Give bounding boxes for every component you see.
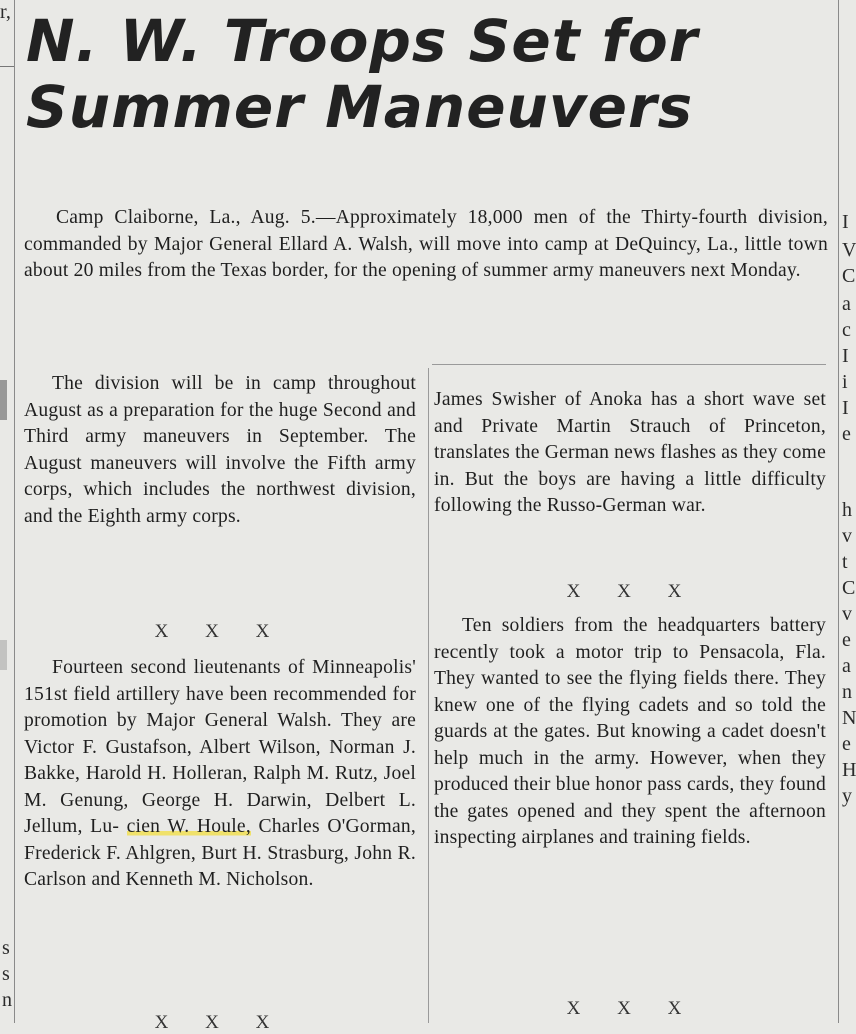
margin-fragment-right: e	[842, 733, 851, 755]
margin-fragment-right: v	[842, 603, 852, 625]
left-paragraph-2	[24, 655, 416, 894]
column-rule-right	[838, 0, 839, 1023]
lead-paragraph: Camp Claiborne, La., Aug. 5.—Approximately 18,000 men of the Thirty-fourth division, commanded by Major General Ellard A. Walsh, will move into camp at DeQuincy, La., little town about 20 miles from the Texas border, for the opening of summer army maneuvers next Monday.	[24, 207, 828, 281]
margin-fragment-right: y	[842, 785, 852, 807]
column-rule-top-right	[432, 364, 826, 365]
margin-fragment-right: a	[842, 655, 851, 677]
right-paragraph-1: James Swisher of Anoka has a short wave set and Private Martin Strauch of Princeton, translates the German news flashes as they come in. But the boys are having a little difficulty following the Russo-German war.	[434, 389, 826, 516]
margin-fragment-right: h	[842, 499, 852, 521]
column-rule-middle	[428, 368, 429, 1023]
section-separator: X X X	[154, 1012, 286, 1033]
margin-fragment-right: C	[842, 577, 856, 599]
section-separator: X X X	[566, 581, 698, 602]
headline	[26, 8, 826, 140]
margin-fragment-right: I	[842, 397, 849, 419]
margin-fragment-right: t	[842, 551, 848, 573]
margin-fragment-right: I	[842, 345, 849, 367]
margin-fragment-right: C	[842, 265, 856, 287]
margin-fragment-right: H	[842, 759, 856, 781]
margin-fragment-right: N	[842, 707, 856, 729]
headline-line-2: Summer Maneuvers	[26, 73, 694, 141]
margin-fragment-right: I	[842, 211, 849, 233]
section-separator: X X X	[154, 621, 286, 642]
margin-smear	[0, 380, 7, 420]
margin-fragment-right: e	[842, 423, 851, 445]
margin-fragment-right: c	[842, 319, 851, 341]
headline-line-1: N. W. Troops Set for	[26, 7, 699, 75]
margin-fragment-right: e	[842, 629, 851, 651]
right-paragraph-2: Ten soldiers from the headquarters battery recently took a motor trip to Pensacola, Fla. They wanted to see the flying fields there. They knew one of the flying cadets and so told the guards at the gates. But knowing a cadet doesn't help much in the army. However, when they produced their blue honor pass cards, they found the gates opened and they spent the afternoon inspecting airplanes and training fields.	[434, 615, 826, 848]
column-rule-tick	[0, 66, 14, 67]
margin-fragment-right: i	[842, 371, 848, 393]
margin-fragment-top-left: r,	[0, 1, 11, 23]
margin-fragment-right: n	[842, 681, 852, 703]
margin-fragment-bottom-left: s	[2, 963, 10, 985]
margin-fragment-right: a	[842, 293, 851, 315]
margin-smear	[0, 640, 7, 670]
margin-fragment-bottom-left: s	[2, 937, 10, 959]
left-paragraph-1: The division will be in camp throughout August as a preparation for the huge Second and Third army maneuvers in September. The August maneuvers will involve the Fifth army corps, which includes the northwest division, and the Eighth army corps.	[24, 373, 416, 527]
margin-fragment-right: V	[842, 239, 856, 261]
section-separator: X X X	[566, 998, 698, 1019]
left-paragraph-2-text: Fourteen second lieutenants of Minneapolis' 151st field artillery have been recommended for promotion by Major General Walsh. They are Victor F. Gustafson, Albert Wilson, Norman J. Bakke, Harold H. Holleran, Ralph M. Rutz, Joel M. Genung, George H. Darwin, Delbert L. Jellum, Lu-	[24, 657, 416, 837]
highlighted-name: cien W. Houle,	[126, 816, 251, 837]
margin-fragment-bottom-left: n	[2, 989, 12, 1011]
left-paragraph-2-text-end: Charles O'Gorman, Frederick F. Ahlgren, Burt H. Strasburg, John R. Carlson and Kenneth M. Nicholson.	[24, 816, 416, 890]
column-rule-left	[14, 0, 15, 1023]
margin-fragment-right: v	[842, 525, 852, 547]
